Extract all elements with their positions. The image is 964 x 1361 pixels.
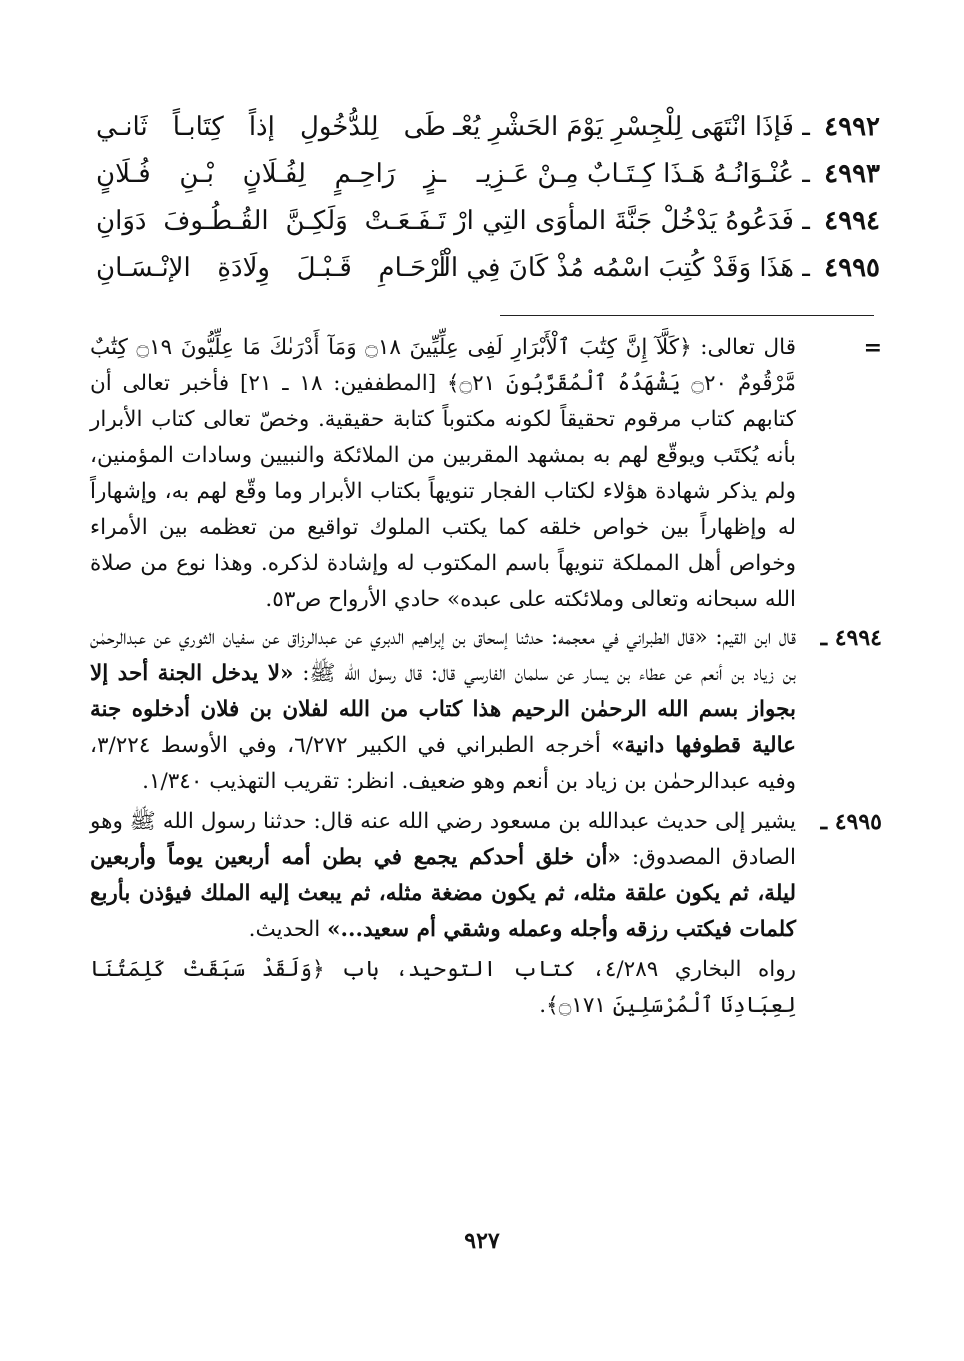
- footnote-body: [90, 330, 796, 618]
- verse-line: [96, 245, 880, 292]
- verse-second-hemistich: طَى لِلدُّخُولِ إذاً كِتَابـاً ثَانـي: [96, 112, 446, 142]
- verse-first-hemistich: ٤٩٩٣ ـ عُنْـوَانُـهُ هَـذَا كِـتَـابٌ مِـنْ عَـزِيـ: [476, 159, 880, 189]
- verse-line: [96, 151, 880, 198]
- footnote-text: قال ابن القيم: «قال الطبراني في معجمه: حدثنا إسحاق بن إبراهيم الدبري عن عبدالرزاق عن سفيان الثوري عن عبدالرحمٰن بن زياد بن أنعم عن عطاء بن يسار عن سلمان الفارسي قال: قال رسول الله ﷺ:: [90, 625, 796, 686]
- footnote-text: يشير إلى حديث عبدالله بن مسعود رضي الله عنه قال: حدثنا رسول الله ﷺ وهو الصادق المصدوق:: [90, 809, 796, 870]
- footnote-text: الحديث.: [248, 917, 328, 942]
- footnote-marker: =: [863, 335, 882, 361]
- verse-first-hemistich: ٤٩٩٢ ـ فَإذَا انْتَهَى لِلْجِسْرِ يَوْمَ الحَشْرِ يُعْـ: [453, 112, 880, 142]
- footnote-body: [90, 804, 796, 1024]
- verse-first-text: هَذَا وَقَدْ كُتِبَ اسْمُه مُذْ كَانَ فِي الْـ: [435, 253, 794, 283]
- footnote-4994: [90, 620, 882, 800]
- footnote-paragraph: قال تعالى: ﴿كَلَّآ إِنَّ كِتَٰبَ ٱلْأَبْرَارِ لَفِى عِلِّيِّينَ ۝١٨ وَمَآ أَدْرَىٰكَ مَا عِلِّيُّونَ ۝١٩ كِتَٰبٌ مَّرْقُومٌ ۝٢٠ يَشْهَدُهُ ٱلْمُقَرَّبُونَ ۝٢١﴾ [المطففين: ١٨ ـ ٢١] فأخبر تعالى أن كتابهم كتاب مرقوم تحقيقاً لكونه مكتوباً كتابة حقيقية. وخصّ تعالى كتاب الأبرار بأنه يُكتَب ويوقّع لهم به بمشهد المقربين من الملائكة والنبيين وسادات المؤمنين، ولم يذكر شهادة هؤلاء لكتاب الفجار تنويهاً بكتاب الأبرار وما وقّع لهم به، وإشهاراً له وإظهاراً بين خواص خلقه كما يكتب الملوك تواقيع من تعظمه بين الأمراء وخواص أهل المملكة تنويهاً باسم المكتوب له وإشادة لذكره. وهذا نوع من صلاة الله سبحانه وتعالى وملائكته على عبده» حادي الأرواح ص٥٣.: [90, 335, 796, 612]
- verse-first-text: عُنْـوَانُـهُ هَـذَا كِـتَـابٌ مِـنْ عَـزِيـ: [476, 159, 794, 189]
- verse-number: ٤٩٩٥: [824, 253, 880, 283]
- poem-verses: [96, 104, 880, 292]
- hadith-quote: «لا يدخل الجنة أحد إلا بجواز بسم الله الرحمٰن الرحيم هذا كتاب من الله لفلان بن فلان أدخلوه جنة عالية قطوفها دانية»: [90, 661, 796, 758]
- verse-first-text: فَإذَا انْتَهَى لِلْجِسْرِ يَوْمَ الحَشْرِ يُعْـ: [453, 112, 794, 142]
- hadith-quote: «أن خلق أحدكم يجمع في بطن أمه أربعين يوماً وأربعين ليلة، ثم يكون علقة مثله، ثم يكون مضغة مثله، ثم يبعث إليه الملك فيؤذن بأربع كلمات فيكتب رزقه وأجله وعمله وشقي أم سعيد...»: [90, 845, 796, 942]
- footnote-continuation: [90, 330, 882, 618]
- verse-second-hemistich: أرْحَـامِ قَـبْـلَ وِلَادَةِ الإنْـسَـانِ: [96, 253, 446, 283]
- footnote-4995: [90, 804, 882, 1024]
- verse-number: ٤٩٩٢: [824, 112, 880, 142]
- footnotes: [90, 330, 882, 1024]
- footnote-marker: ٤٩٩٥ ـ: [820, 809, 882, 835]
- verse-line: [96, 104, 880, 151]
- footnote-body: [90, 620, 796, 800]
- verse-number: ٤٩٩٣: [824, 159, 880, 189]
- footnote-separator: [500, 315, 874, 316]
- verse-first-text: فَدَعُوهُ يَدْخُلْ جَنَّةَ المأوَى التِي ارْ: [454, 206, 794, 236]
- verse-second-hemistich: تَـفَـعَـتْ وَلَكِـنَّ القُـطُـوفَ دَوَانِ: [96, 206, 446, 236]
- footnote-paragraph: رواه البخاري ٤/٢٨٩، كتاب التوحيد، باب ﴿وَلَقَدْ سَبَقَتْ كَلِمَتُنَا لِعِبَادِنَا ٱلْمُرْسَلِينَ ۝١٧١﴾.: [90, 957, 796, 1018]
- footnote-marker: ٤٩٩٤ ـ: [820, 625, 882, 651]
- footnote-paragraph: [90, 620, 796, 800]
- footnote-paragraph: [90, 804, 796, 948]
- verse-number: ٤٩٩٤: [824, 206, 880, 236]
- verse-line: [96, 198, 880, 245]
- page-number: ٩٢٧: [464, 1228, 500, 1254]
- verse-first-hemistich: ٤٩٩٥ ـ هَذَا وَقَدْ كُتِبَ اسْمُه مُذْ كَانَ فِي الْـ: [435, 253, 880, 283]
- verse-first-hemistich: ٤٩٩٤ ـ فَدَعُوهُ يَدْخُلْ جَنَّةَ المأوَى التِي ارْ: [454, 206, 880, 236]
- verse-second-hemistich: ـزٍ رَاحِـمٍ لِفُـلَانٍ بْـنِ فُـلَانٍ: [96, 159, 446, 189]
- footnote-text: أخرجه الطبراني في الكبير ٦/٢٧٢، وفي الأوسط ٣/٢٢٤، وفيه عبدالرحمٰن بن زياد بن أنعم وهو ضعيف. انظر: تقريب التهذيب ١/٣٤٠.: [90, 733, 796, 794]
